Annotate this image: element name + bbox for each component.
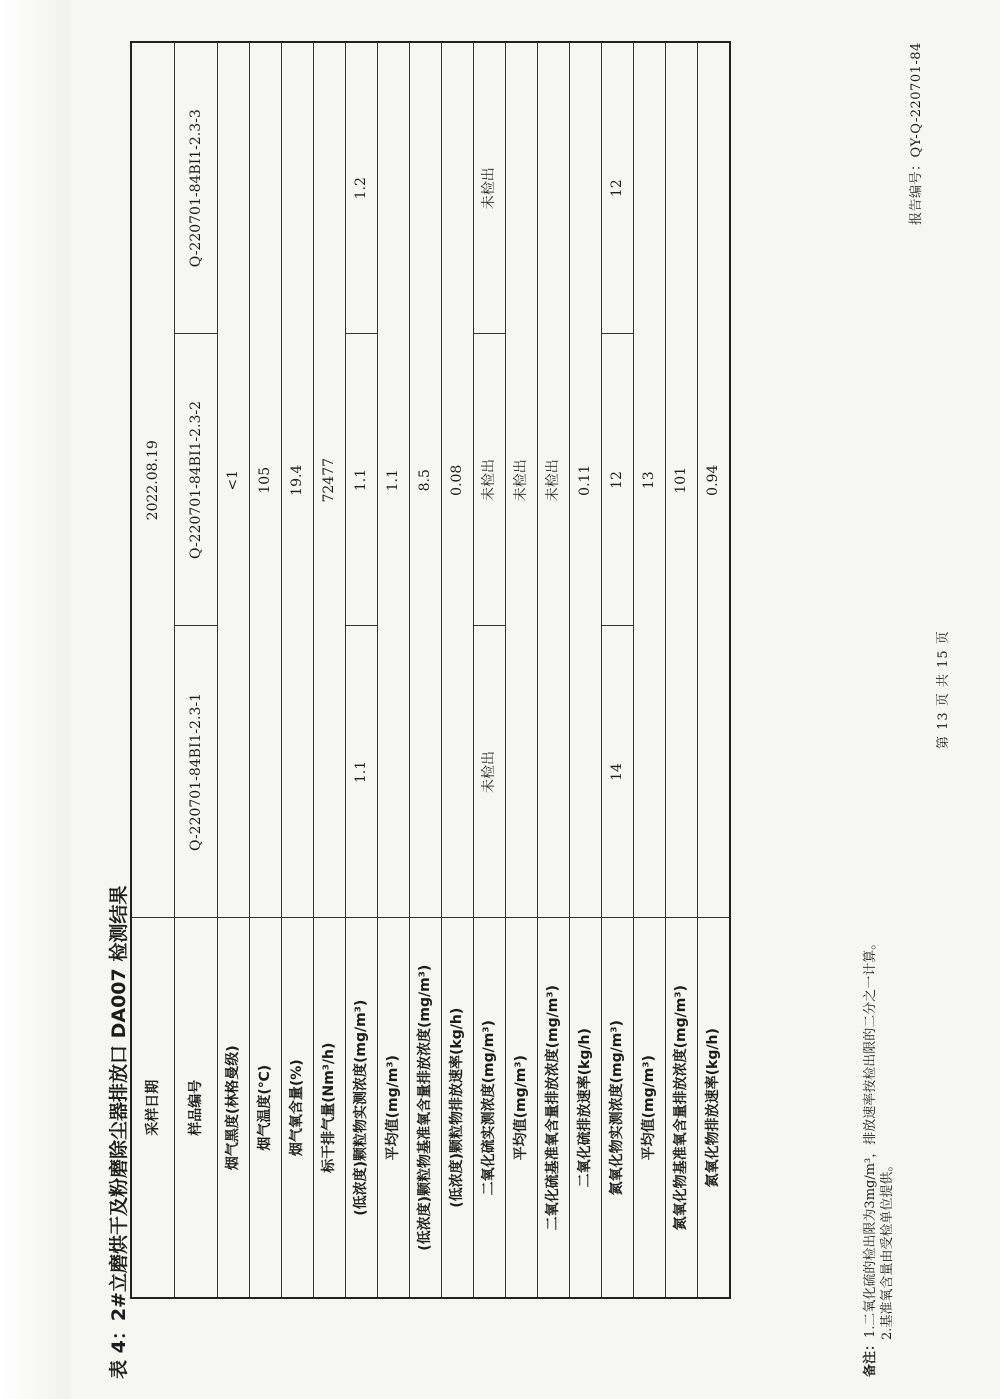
notes-block xyxy=(862,937,896,1377)
table-row xyxy=(666,42,698,1298)
table-row xyxy=(538,42,570,1298)
value-cell: 1.1 xyxy=(346,334,378,626)
param-label-cell: 平均值(mg/m³) xyxy=(634,918,666,1298)
value-cell: 1.1 xyxy=(378,42,410,918)
sample-id-cell: Q-220701-84BI1-2.3-1 xyxy=(175,626,218,918)
table-row xyxy=(506,42,538,1298)
param-label-cell: 平均值(mg/m³) xyxy=(378,918,410,1298)
note-text-1: 1.二氧化硫的检出限为3mg/m³，排放速率按检出限的二分之一计算。 xyxy=(863,936,878,1338)
value-cell: 12 xyxy=(602,334,634,626)
date-header-cell: 采样日期 xyxy=(131,918,175,1298)
page-number-footer: 第 13 页 共 15 页 xyxy=(936,630,951,749)
table-row xyxy=(698,42,731,1298)
note-line-2 xyxy=(879,937,896,1377)
table-row xyxy=(282,42,314,1298)
results-table xyxy=(130,41,731,1299)
table-row xyxy=(175,42,218,1298)
table-row xyxy=(250,42,282,1298)
value-cell: 未检出 xyxy=(506,42,538,918)
value-cell: 105 xyxy=(250,42,282,918)
param-label-cell: (低浓度)颗粒物基准氧含量排放浓度(mg/m³) xyxy=(410,918,442,1298)
param-label-cell: 烟气黑度(林格曼级) xyxy=(218,918,250,1298)
value-cell: 19.4 xyxy=(282,42,314,918)
param-label-cell: 平均值(mg/m³) xyxy=(506,918,538,1298)
sample-id-cell: Q-220701-84BI1-2.3-3 xyxy=(175,42,218,334)
value-cell: 72477 xyxy=(314,42,346,918)
table-row xyxy=(218,42,250,1298)
value-cell: 1.2 xyxy=(346,42,378,334)
param-label-cell: (低浓度)颗粒物排放速率(kg/h) xyxy=(442,918,474,1298)
value-cell: 1.1 xyxy=(346,626,378,918)
value-cell: 0.11 xyxy=(570,42,602,918)
note-text-2: 2.基准氧含量由受检单位提供。 xyxy=(880,1158,895,1340)
table-row xyxy=(602,42,634,1298)
table-title: 表 4：2#立磨烘干及粉磨除尘器排放口 DA007 检测结果 xyxy=(108,885,130,1379)
value-cell: 未检出 xyxy=(474,334,506,626)
table-row xyxy=(314,42,346,1298)
notes-label: 备注： xyxy=(863,1337,878,1377)
value-cell: 0.94 xyxy=(698,42,731,918)
value-cell: 101 xyxy=(666,42,698,918)
table-row xyxy=(378,42,410,1298)
note-line-1 xyxy=(862,937,879,1377)
param-label-cell: 二氧化硫排放速率(kg/h) xyxy=(570,918,602,1298)
param-label-cell: 氮氧化物实测浓度(mg/m³) xyxy=(602,918,634,1298)
table-row xyxy=(474,42,506,1298)
value-cell: 未检出 xyxy=(474,626,506,918)
param-label-cell: (低浓度)颗粒物实测浓度(mg/m³) xyxy=(346,918,378,1298)
value-cell: 未检出 xyxy=(538,42,570,918)
table-row xyxy=(570,42,602,1298)
value-cell: 未检出 xyxy=(474,42,506,334)
value-cell: 14 xyxy=(602,626,634,918)
table-row xyxy=(410,42,442,1298)
value-cell: <1 xyxy=(218,42,250,918)
date-value-cell: 2022.08.19 xyxy=(131,42,175,918)
value-cell: 13 xyxy=(634,42,666,918)
param-label-cell: 氮氧化物基准氧含量排放浓度(mg/m³) xyxy=(666,918,698,1298)
table-row xyxy=(634,42,666,1298)
sample-header-cell: 样品编号 xyxy=(175,918,218,1298)
report-number: 报告编号：QY-Q-220701-84 xyxy=(909,42,924,225)
param-label-cell: 烟气温度(℃) xyxy=(250,918,282,1298)
param-label-cell: 二氧化硫基准氧含量排放浓度(mg/m³) xyxy=(538,918,570,1298)
value-cell: 8.5 xyxy=(410,42,442,918)
value-cell: 12 xyxy=(602,42,634,334)
param-label-cell: 氮氧化物排放速率(kg/h) xyxy=(698,918,731,1298)
table-row xyxy=(131,42,175,1298)
param-label-cell: 二氧化硫实测浓度(mg/m³) xyxy=(474,918,506,1298)
param-label-cell: 标干排气量(Nm³/h) xyxy=(314,918,346,1298)
table-row xyxy=(346,42,378,1298)
table-row xyxy=(442,42,474,1298)
param-label-cell: 烟气氧含量(%) xyxy=(282,918,314,1298)
value-cell: 0.08 xyxy=(442,42,474,918)
sample-id-cell: Q-220701-84BI1-2.3-2 xyxy=(175,334,218,626)
